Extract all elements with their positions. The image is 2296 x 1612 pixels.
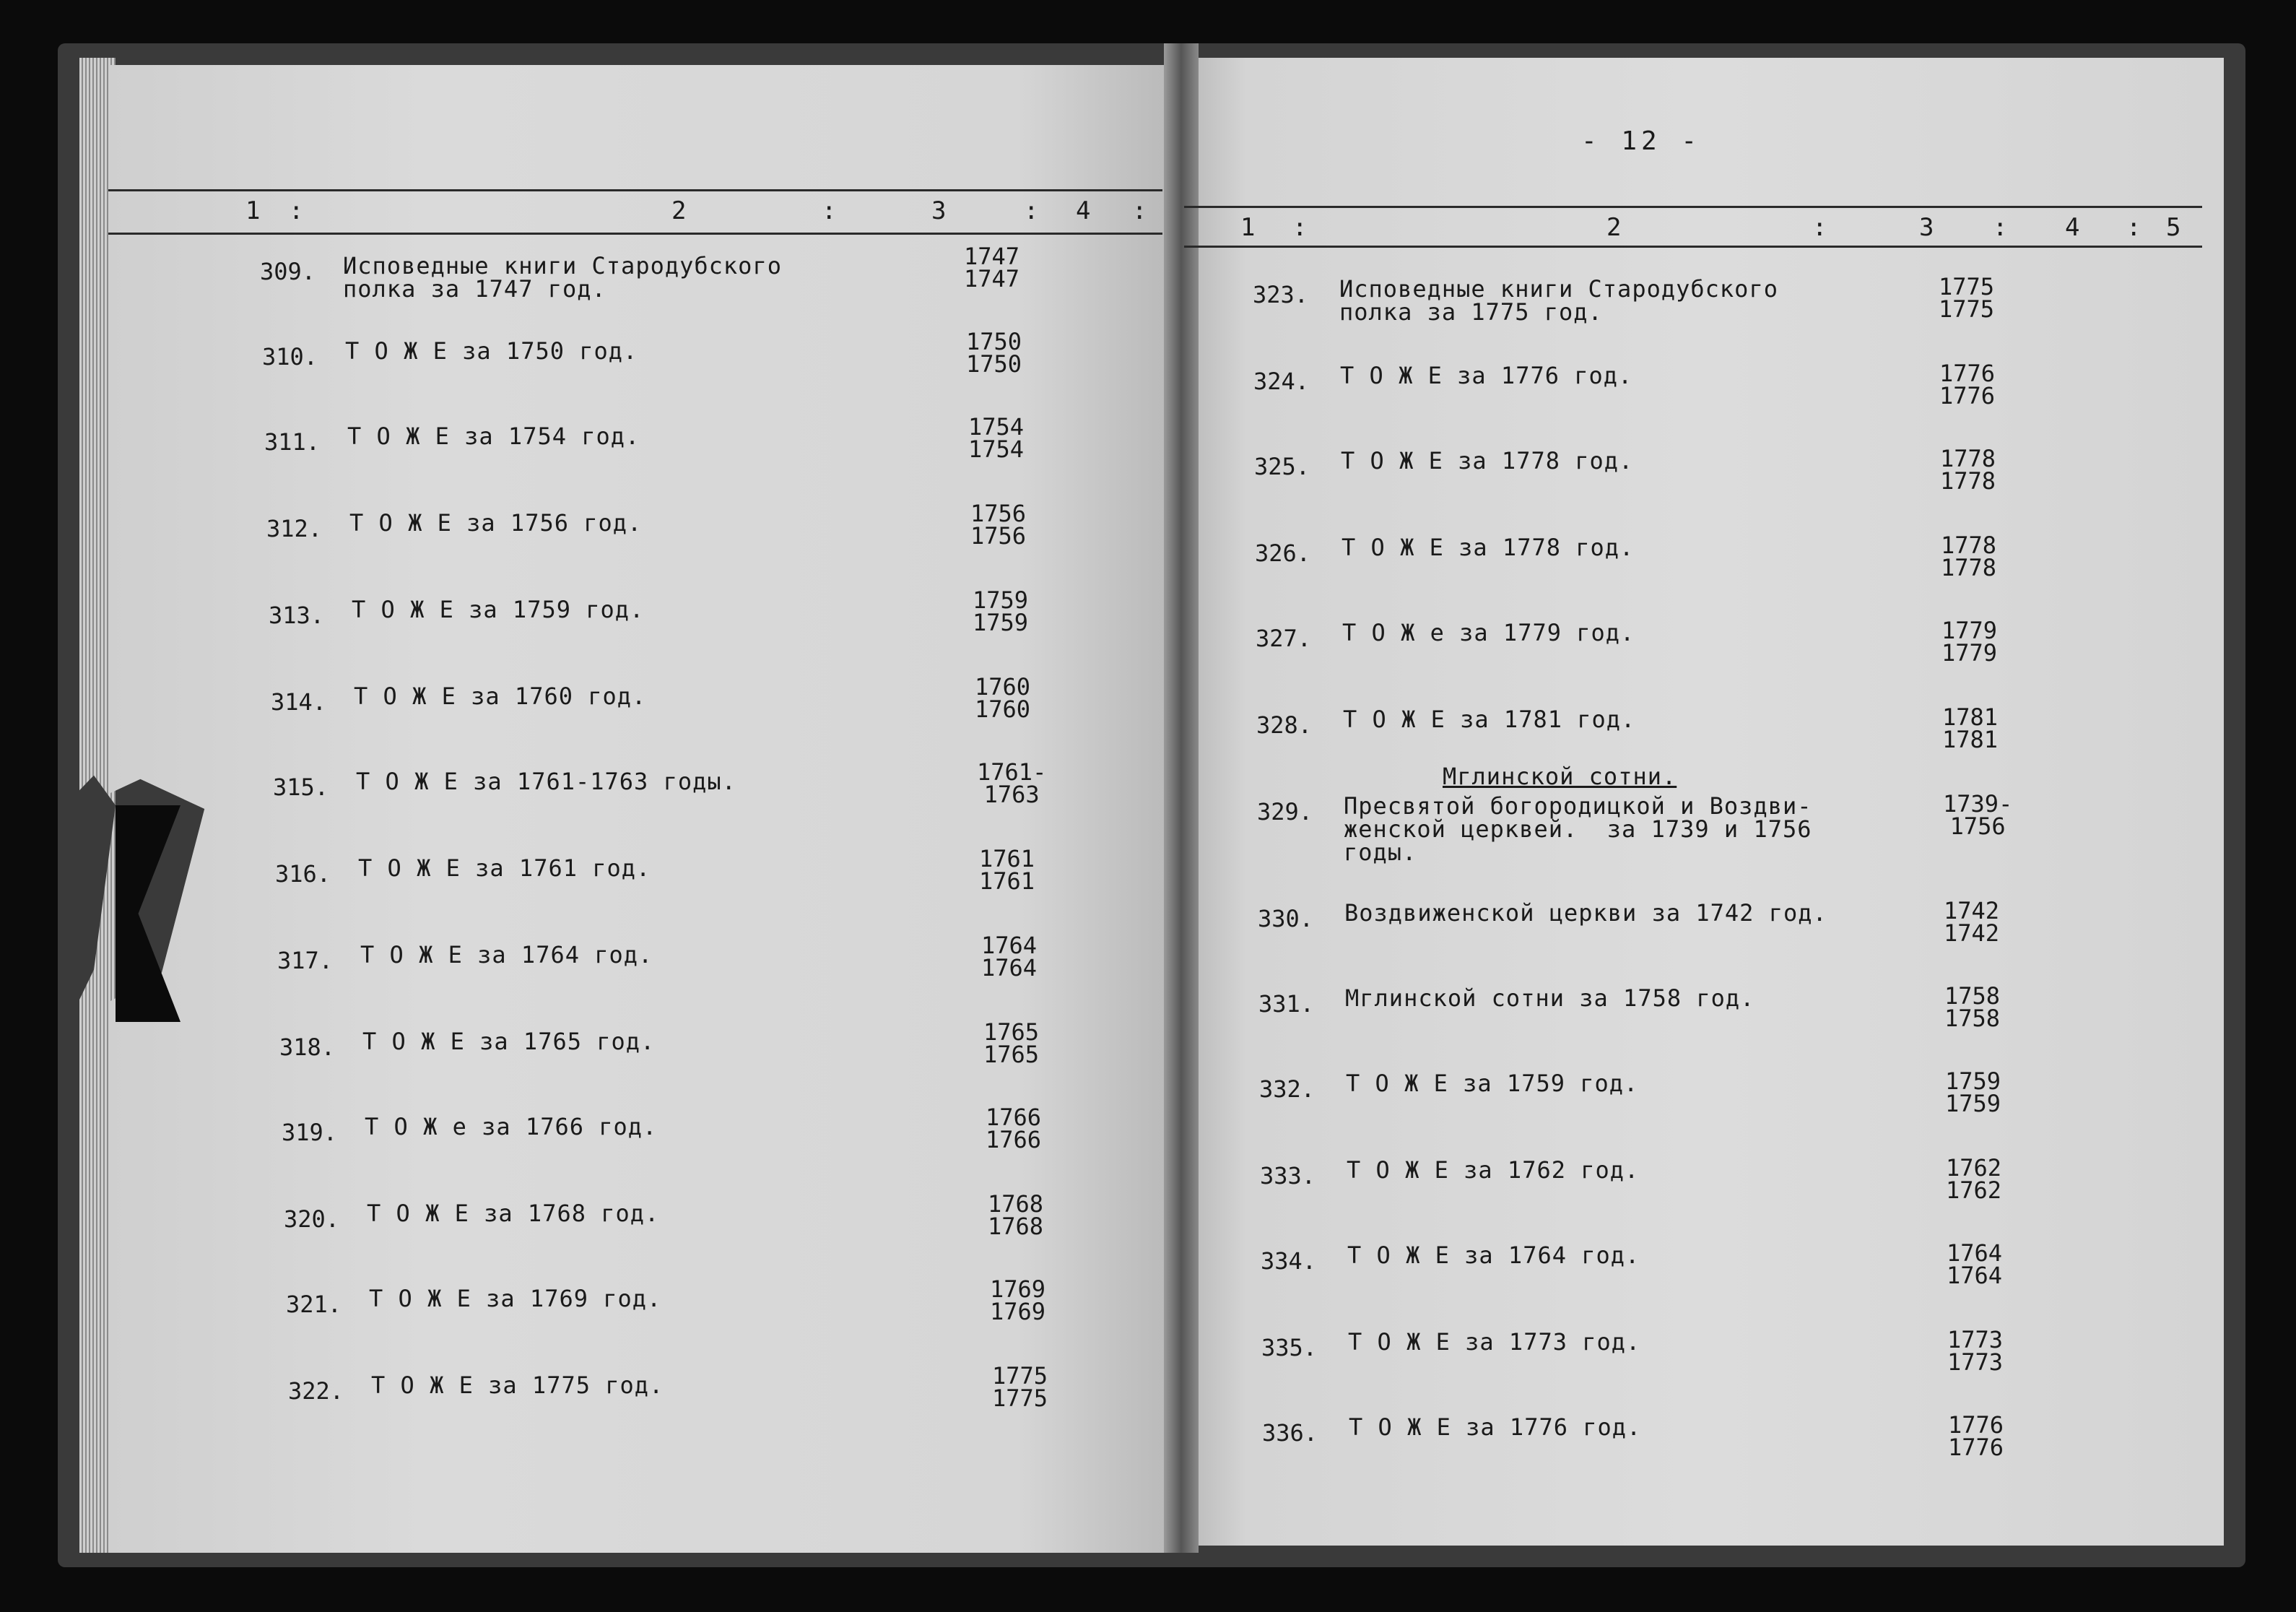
entry-number: 314.: [271, 688, 327, 716]
entry-years: 1764 1764: [1947, 1239, 2003, 1289]
entry-years: 1776 1776: [1939, 360, 1996, 410]
right-header-cell: 5: [2166, 213, 2183, 242]
entry-description: Т О Ж Е за 1760 год.: [354, 682, 647, 710]
right-header-cell: :: [1292, 213, 1309, 242]
entry-number: 332.: [1259, 1075, 1316, 1103]
entry-description: Т О Ж Е за 1776 год.: [1340, 362, 1633, 389]
entry-years: 1768 1768: [988, 1190, 1044, 1240]
entry-description: Воздвиженской церкви за 1742 год.: [1344, 899, 1827, 927]
entry-number: 316.: [275, 860, 331, 888]
entry-number: 336.: [1262, 1419, 1318, 1447]
entry-years: 1778 1778: [1941, 532, 1997, 581]
entry-number: 325.: [1254, 453, 1310, 480]
entry-number: 312.: [266, 515, 323, 542]
entry-description: Т О Ж Е за 1764 год.: [360, 941, 653, 968]
entry-number: 317.: [277, 947, 334, 974]
entry-years: 1778 1778: [1940, 445, 1996, 495]
right-header-rule-bottom: [1184, 246, 2202, 248]
entry-years: 1762 1762: [1946, 1154, 2002, 1204]
book-gutter: [1164, 43, 1199, 1553]
entry-years: 1775 1775: [1939, 273, 1995, 323]
entry-description: Исповедные книги Стародубского полка за 1775 год.: [1339, 275, 1778, 326]
entry-years: 1761- 1763: [977, 758, 1047, 808]
entry-years: 1765 1765: [983, 1018, 1040, 1068]
entry-years: 1739- 1756: [1943, 790, 2013, 840]
entry-number: 326.: [1255, 540, 1311, 567]
entry-number: 321.: [286, 1291, 342, 1318]
left-header-cell: 1: [245, 196, 262, 225]
entry-description: Т О Ж Е за 1776 год.: [1349, 1413, 1642, 1441]
entry-description: Т О Ж Е за 1759 год.: [1346, 1070, 1639, 1097]
entry-description: Т О Ж Е за 1765 год.: [362, 1028, 656, 1055]
entry-description: Мглинской сотни за 1758 год.: [1345, 984, 1755, 1012]
entry-description: Т О Ж Е за 1778 год.: [1341, 447, 1634, 474]
entry-number: 323.: [1253, 281, 1309, 308]
left-header-cell: :: [289, 196, 305, 225]
entry-number: 335.: [1261, 1334, 1318, 1361]
entry-years: 1760 1760: [975, 673, 1031, 723]
right-header-cell: :: [2126, 213, 2143, 242]
entry-description: Т О Ж Е за 1754 год.: [347, 422, 640, 450]
entry-years: 1781 1781: [1942, 703, 1999, 753]
entry-number: 313.: [269, 602, 325, 629]
entry-number: 310.: [262, 343, 318, 370]
entry-years: 1776 1776: [1948, 1411, 2004, 1461]
left-header-cell: 4: [1076, 196, 1092, 225]
entry-number: 315.: [273, 774, 329, 801]
entry-description: Т О Ж Е за 1764 год.: [1347, 1242, 1640, 1269]
entry-description: Т О Ж Е за 1750 год.: [345, 337, 638, 365]
entry-number: 322.: [288, 1377, 344, 1405]
page-number: - 12 -: [1581, 126, 1702, 156]
entry-description: Т О Ж Е за 1769 год.: [369, 1285, 662, 1312]
entry-number: 328.: [1256, 711, 1313, 739]
right-header-cell: 3: [1919, 213, 1936, 242]
entry-number: 320.: [284, 1205, 340, 1233]
entry-description: Т О Ж е за 1766 год.: [365, 1113, 658, 1140]
entry-number: 324.: [1253, 368, 1310, 395]
entry-years: 1769 1769: [990, 1275, 1046, 1325]
entry-description: Т О Ж Е за 1762 год.: [1347, 1156, 1640, 1184]
entry-years: 1761 1761: [979, 845, 1035, 895]
entry-years: 1759 1759: [973, 586, 1029, 636]
entry-description: Т О Ж Е за 1761 год.: [358, 854, 651, 882]
entry-description: Т О Ж Е за 1778 год.: [1341, 534, 1635, 561]
entry-number: 334.: [1261, 1247, 1317, 1275]
entry-years: 1766 1766: [986, 1104, 1042, 1153]
entry-number: 329.: [1257, 798, 1313, 826]
entry-years: 1742 1742: [1944, 897, 2000, 947]
entry-years: 1756 1756: [970, 500, 1027, 550]
entry-number: 311.: [264, 428, 321, 456]
entry-description: Т О Ж Е за 1768 год.: [367, 1200, 660, 1227]
entry-number: 333.: [1260, 1162, 1316, 1190]
left-header-rule-bottom: [108, 233, 1162, 235]
entry-number: 330.: [1258, 905, 1314, 932]
left-header-cell: :: [822, 196, 838, 225]
entry-number: 319.: [282, 1119, 338, 1146]
right-header-cell: 1: [1240, 213, 1257, 242]
entry-description: Т О Ж е за 1779 год.: [1342, 619, 1635, 646]
entry-description: Т О Ж Е за 1781 год.: [1343, 706, 1636, 733]
section-heading: Мглинской сотни.: [1443, 763, 1677, 790]
entry-description: Т О Ж Е за 1773 год.: [1348, 1328, 1641, 1356]
left-header-rule-top: [108, 189, 1162, 191]
right-header-rule-top: [1184, 206, 2202, 208]
left-header-cell: :: [1132, 196, 1149, 225]
entry-years: 1779 1779: [1941, 617, 1998, 667]
entry-years: 1764 1764: [981, 932, 1038, 982]
right-header-cell: :: [1993, 213, 2009, 242]
entry-years: 1754 1754: [968, 413, 1025, 463]
left-header-cell: 3: [931, 196, 948, 225]
entry-years: 1775 1775: [992, 1362, 1048, 1412]
entry-description: Т О Ж Е за 1759 год.: [352, 596, 645, 623]
right-header-cell: :: [1812, 213, 1829, 242]
entry-description: Т О Ж Е за 1761-1763 годы.: [356, 768, 736, 795]
entry-number: 331.: [1258, 990, 1315, 1018]
left-header-cell: :: [1024, 196, 1040, 225]
entry-years: 1750 1750: [966, 328, 1022, 378]
entry-description: Исповедные книги Стародубского полка за 1747 год.: [343, 252, 782, 303]
entry-description: Т О Ж Е за 1756 год.: [349, 509, 643, 537]
right-header-cell: 4: [2065, 213, 2082, 242]
entry-number: 309.: [260, 258, 316, 285]
left-header-cell: 2: [671, 196, 688, 225]
right-header-cell: 2: [1606, 213, 1623, 242]
entry-description: Т О Ж Е за 1775 год.: [371, 1372, 664, 1399]
entry-years: 1758 1758: [1944, 982, 2001, 1032]
entry-number: 327.: [1256, 625, 1312, 652]
entry-years: 1747 1747: [964, 243, 1020, 292]
entry-number: 318.: [279, 1034, 336, 1061]
entry-years: 1759 1759: [1945, 1067, 2001, 1117]
entry-description: Пресвятой богородицкой и Воздви- женской церквей. за 1739 и 1756 годы.: [1344, 792, 1812, 866]
entry-years: 1773 1773: [1947, 1326, 2004, 1376]
